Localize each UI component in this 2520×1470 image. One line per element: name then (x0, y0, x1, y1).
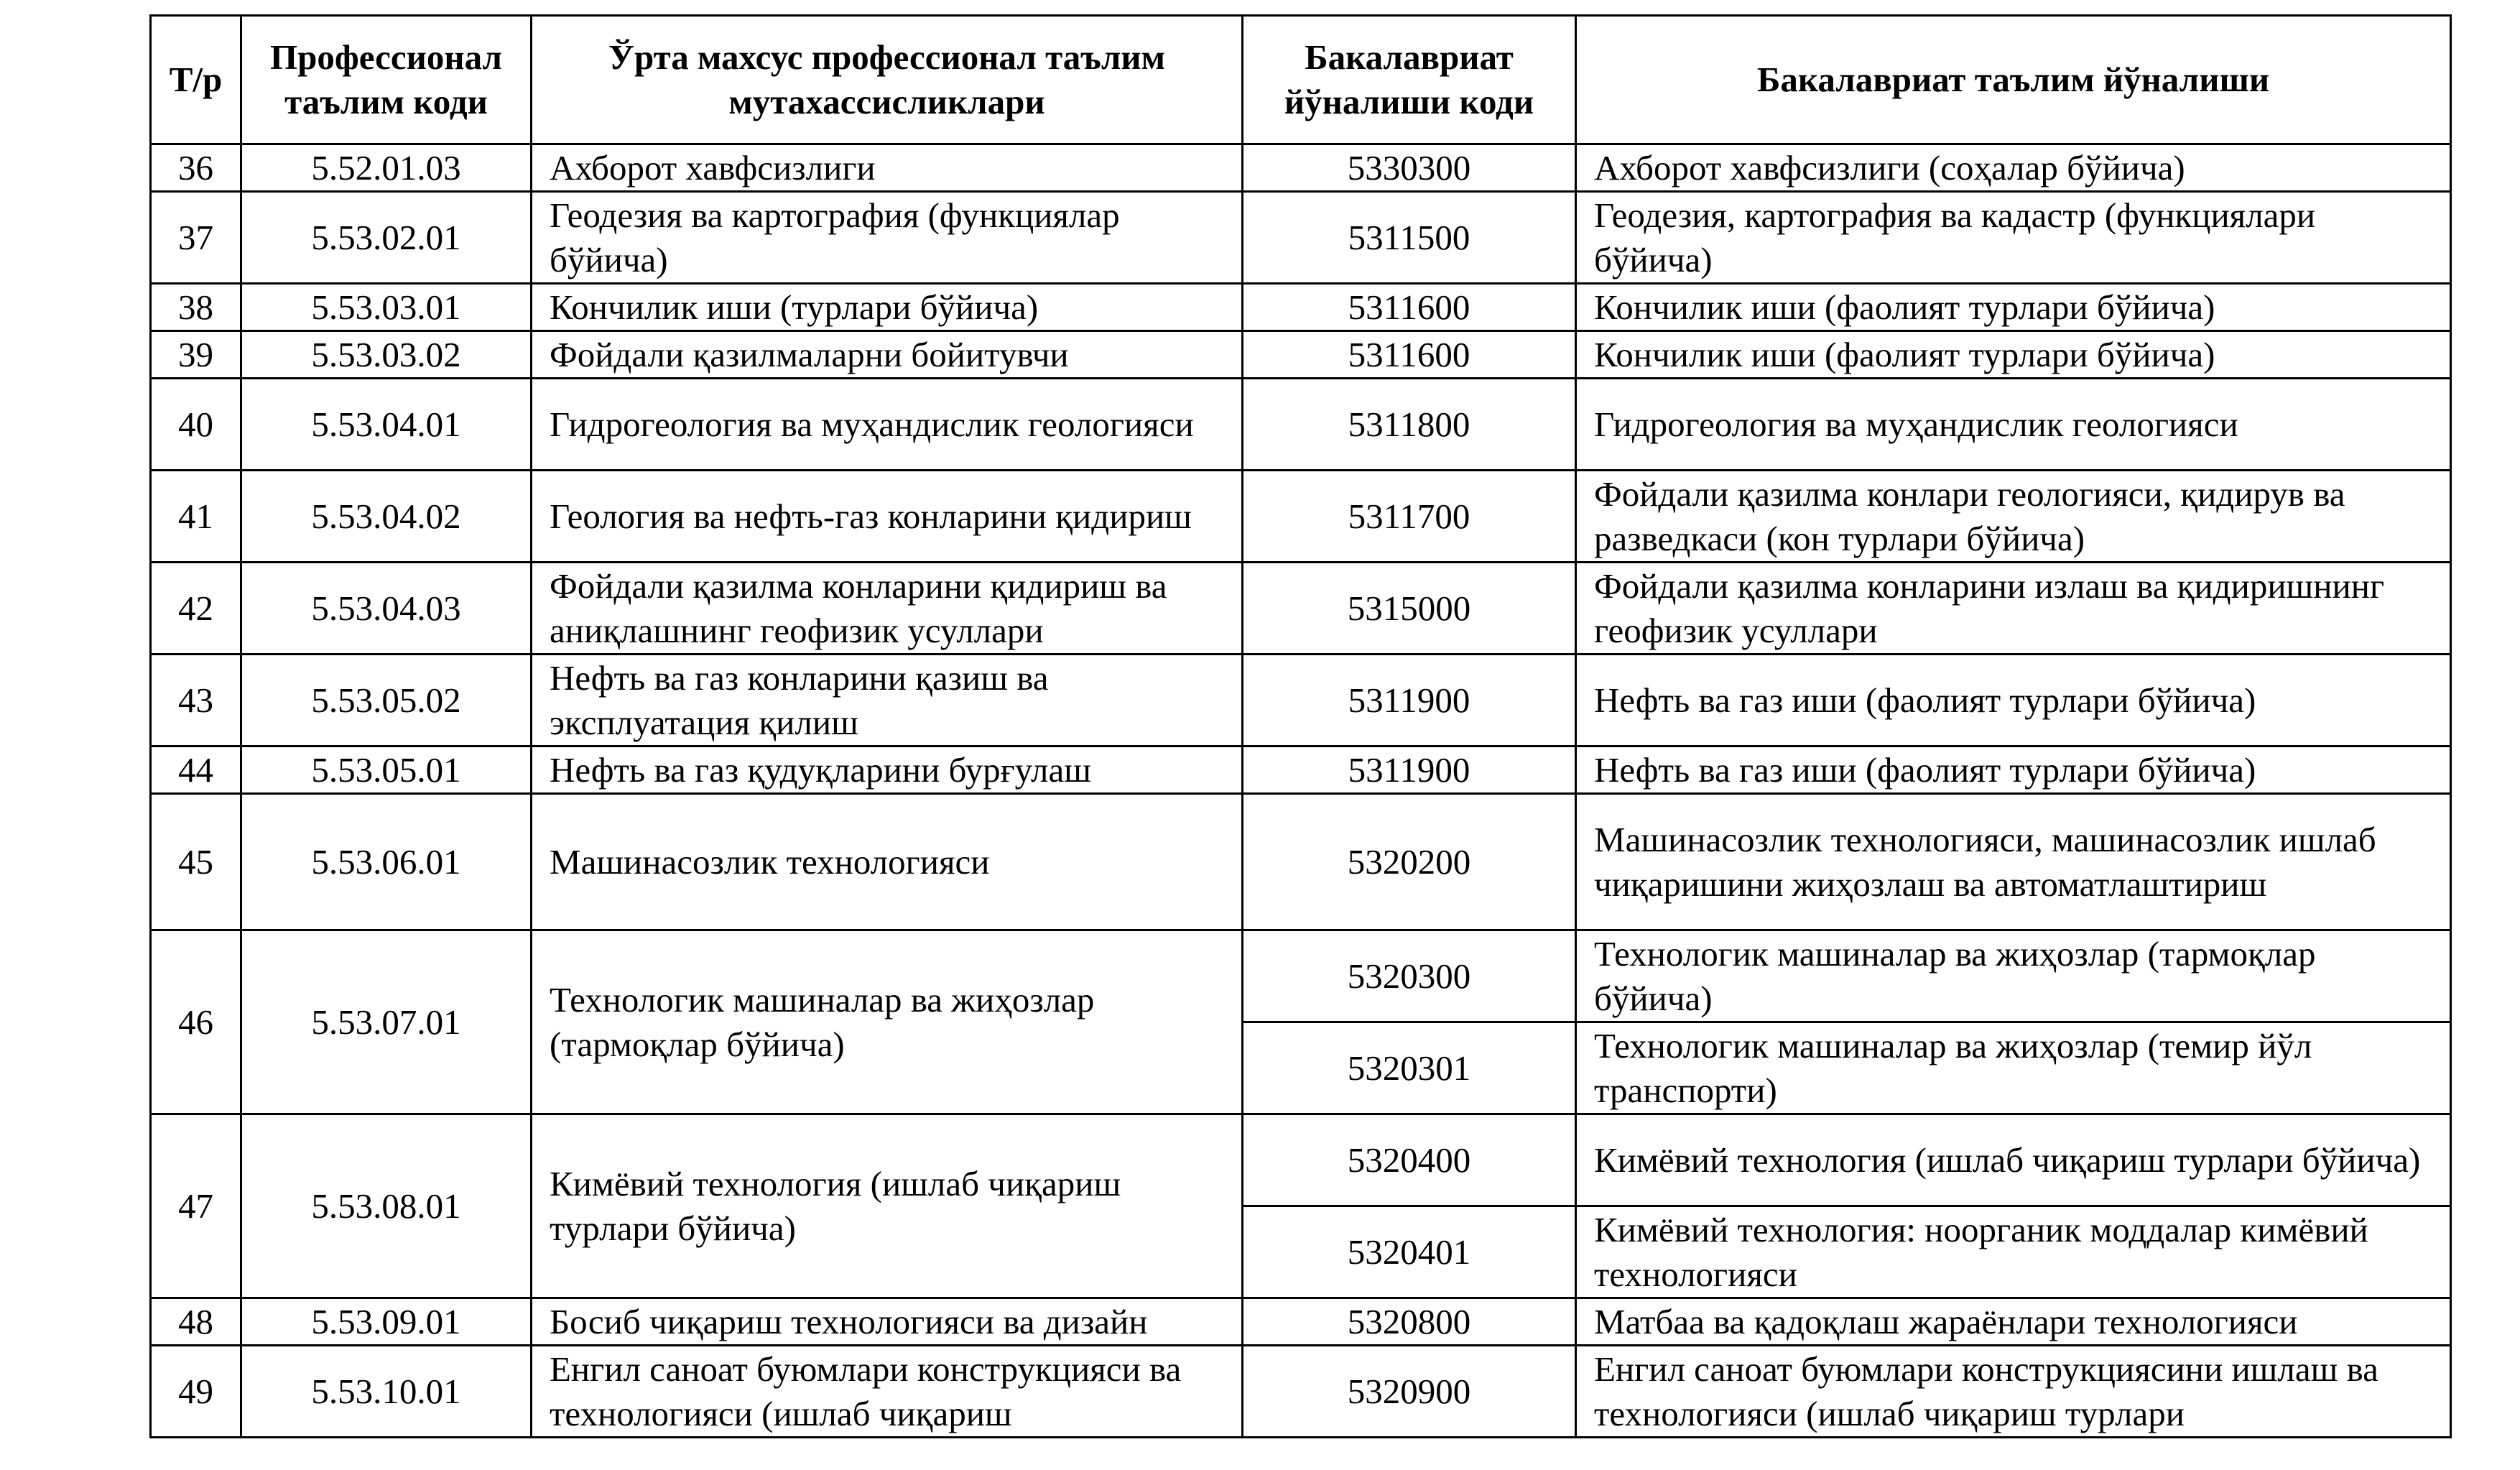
bach-code: 5311700 (1243, 471, 1576, 563)
table-row (151, 655, 2451, 746)
bach-name: Геодезия, картография ва кадастр (функциялари бўйича) (1576, 192, 2451, 284)
header-prof-code: Профессионал таълим коди (241, 16, 532, 144)
bach-code: 5315000 (1243, 563, 1576, 655)
bach-code: 5320800 (1243, 1298, 1576, 1346)
specialty-name: Геология ва нефть-газ конларини қидириш (532, 471, 1243, 563)
header-bach-code: Бакалавриат йўналиши коди (1243, 16, 1576, 144)
table-row (151, 1346, 2451, 1438)
bach-name: Кончилик иши (фаолият турлари бўйича) (1576, 284, 2451, 331)
table-row (151, 192, 2451, 284)
table-row (151, 930, 2451, 1022)
row-num: 38 (151, 284, 241, 331)
bach-name: Енгил саноат буюмлари конструкциясини ишлаш ва технологияси (ишлаб чиқариш турлари (1576, 1346, 2451, 1438)
table-row (151, 471, 2451, 563)
bach-code: 5320300 (1243, 930, 1576, 1022)
prof-code: 5.53.05.01 (241, 746, 532, 794)
specialty-name: Кимёвий технология (ишлаб чиқариш турлари бўйича) (532, 1114, 1243, 1298)
row-num: 49 (151, 1346, 241, 1438)
bach-code: 5311600 (1243, 284, 1576, 331)
bach-name: Технологик машиналар ва жиҳозлар (темир йўл транспорти) (1576, 1022, 2451, 1114)
bach-code: 5330300 (1243, 144, 1576, 192)
bach-code: 5311800 (1243, 379, 1576, 471)
table-row (151, 746, 2451, 794)
specialty-name: Енгил саноат буюмлари конструкцияси ва технологияси (ишлаб чиқариш (532, 1346, 1243, 1438)
bach-name: Технологик машиналар ва жиҳозлар (тармоқлар бўйича) (1576, 930, 2451, 1022)
header-bach-name: Бакалавриат таълим йўналиши (1576, 16, 2451, 144)
bach-name: Гидрогеология ва муҳандислик геологияси (1576, 379, 2451, 471)
prof-code: 5.53.02.01 (241, 192, 532, 284)
table-row (151, 144, 2451, 192)
prof-code: 5.52.01.03 (241, 144, 532, 192)
table-row (151, 563, 2451, 655)
table-body (151, 144, 2451, 1438)
row-num: 48 (151, 1298, 241, 1346)
prof-code: 5.53.05.02 (241, 655, 532, 746)
bach-name: Кимёвий технология (ишлаб чиқариш турлари бўйича) (1576, 1114, 2451, 1206)
bach-name: Ахборот хавфсизлиги (соҳалар бўйича) (1576, 144, 2451, 192)
specialty-name: Фойдали қазилма конларини қидириш ва аниқлашнинг геофизик усуллари (532, 563, 1243, 655)
bach-code: 5320900 (1243, 1346, 1576, 1438)
header-num: Т/р (151, 16, 241, 144)
prof-code: 5.53.09.01 (241, 1298, 532, 1346)
row-num: 47 (151, 1114, 241, 1298)
row-num: 44 (151, 746, 241, 794)
specialty-name: Нефть ва газ конларини қазиш ва эксплуатация қилиш (532, 655, 1243, 746)
bach-code: 5311600 (1243, 331, 1576, 379)
header-row (151, 16, 2451, 144)
table-row (151, 1114, 2451, 1206)
row-num: 39 (151, 331, 241, 379)
specialty-name: Фойдали қазилмаларни бойитувчи (532, 331, 1243, 379)
bach-name: Машинасозлик технологияси, машинасозлик ишлаб чиқаришини жиҳозлаш ва автоматлаштириш (1576, 794, 2451, 930)
bach-code: 5320200 (1243, 794, 1576, 930)
row-num: 45 (151, 794, 241, 930)
table-header (151, 16, 2451, 144)
table-row (151, 331, 2451, 379)
specialty-name: Кончилик иши (турлари бўйича) (532, 284, 1243, 331)
bach-code: 5320301 (1243, 1022, 1576, 1114)
specialties-table (149, 14, 2452, 1438)
bach-name: Фойдали қазилма конлари геологияси, қидирув ва разведкаси (кон турлари бўйича) (1576, 471, 2451, 563)
bach-name: Нефть ва газ иши (фаолият турлари бўйича) (1576, 746, 2451, 794)
specialty-name: Нефть ва газ қудуқларини бурғулаш (532, 746, 1243, 794)
row-num: 37 (151, 192, 241, 284)
row-num: 46 (151, 930, 241, 1114)
prof-code: 5.53.03.01 (241, 284, 532, 331)
row-num: 36 (151, 144, 241, 192)
bach-name: Нефть ва газ иши (фаолият турлари бўйича) (1576, 655, 2451, 746)
prof-code: 5.53.03.02 (241, 331, 532, 379)
row-num: 41 (151, 471, 241, 563)
bach-code: 5320400 (1243, 1114, 1576, 1206)
header-specialty: Ўрта махсус профессионал таълим мутахассисликлари (532, 16, 1243, 144)
row-num: 43 (151, 655, 241, 746)
table-row (151, 284, 2451, 331)
prof-code: 5.53.04.01 (241, 379, 532, 471)
bach-code: 5311900 (1243, 746, 1576, 794)
specialty-name: Гидрогеология ва муҳандислик геологияси (532, 379, 1243, 471)
specialty-name: Босиб чиқариш технологияси ва дизайн (532, 1298, 1243, 1346)
row-num: 42 (151, 563, 241, 655)
bach-code: 5320401 (1243, 1206, 1576, 1298)
specialty-name: Машинасозлик технологияси (532, 794, 1243, 930)
bach-name: Кимёвий технология: ноорганик моддалар кимёвий технологияси (1576, 1206, 2451, 1298)
prof-code: 5.53.04.03 (241, 563, 532, 655)
bach-name: Фойдали қазилма конларини излаш ва қидиришнинг геофизик усуллари (1576, 563, 2451, 655)
specialty-name: Геодезия ва картография (функциялар бўйича) (532, 192, 1243, 284)
specialty-name: Технологик машиналар ва жиҳозлар (тармоқлар бўйича) (532, 930, 1243, 1114)
row-num: 40 (151, 379, 241, 471)
prof-code: 5.53.10.01 (241, 1346, 532, 1438)
bach-code: 5311900 (1243, 655, 1576, 746)
bach-code: 5311500 (1243, 192, 1576, 284)
bach-name: Матбаа ва қадоқлаш жараёнлари технологияси (1576, 1298, 2451, 1346)
specialty-name: Ахборот хавфсизлиги (532, 144, 1243, 192)
prof-code: 5.53.04.02 (241, 471, 532, 563)
prof-code: 5.53.07.01 (241, 930, 532, 1114)
table-row (151, 379, 2451, 471)
table-row (151, 1298, 2451, 1346)
prof-code: 5.53.08.01 (241, 1114, 532, 1298)
bach-name: Кончилик иши (фаолият турлари бўйича) (1576, 331, 2451, 379)
prof-code: 5.53.06.01 (241, 794, 532, 930)
table-row (151, 794, 2451, 930)
